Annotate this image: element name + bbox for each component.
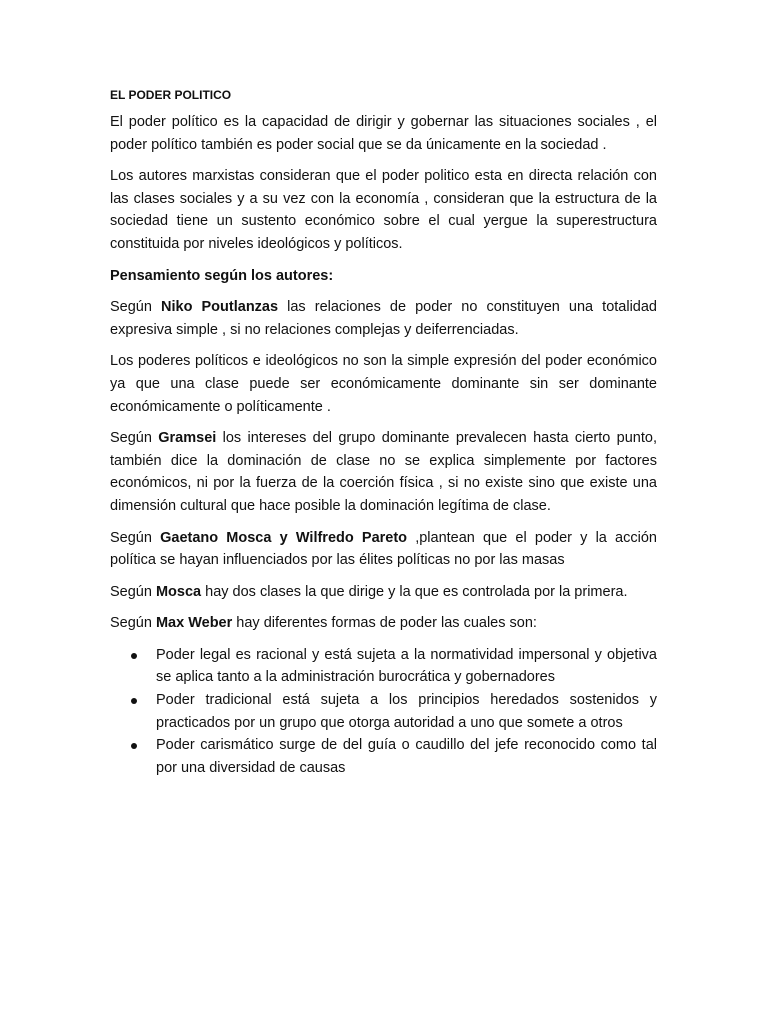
paragraph-prefix: Según: [110, 529, 161, 546]
paragraph-poutlanzas: [110, 296, 657, 341]
paragraph-1: El poder político es la capacidad de dirigir y gobernar las situaciones sociales , el poder político también es poder social que se da únicamente en la sociedad .: [110, 114, 657, 153]
paragraph-mosca-pareto: [110, 527, 657, 572]
author-name: Gramsei: [158, 430, 217, 447]
document-title: EL PODER POLITICO: [110, 88, 232, 102]
paragraph-weber: [110, 612, 657, 635]
paragraph-gramsei: [110, 427, 657, 517]
paragraph-body: ,plantean que el poder y la acción política se hayan influenciados por las élites políticas no por las masas: [110, 529, 657, 569]
list-item-text: Poder carismático surge de del guía o caudillo del jefe reconocido como tal por una diversidad de causas: [156, 737, 657, 776]
paragraph-prefix: Según: [110, 583, 156, 600]
paragraph-4: Los poderes políticos e ideológicos no son la simple expresión del poder económico ya que una clase puede ser económicamente dominante sin ser dominante económicamente o políticamente .: [110, 353, 657, 415]
paragraph-mosca: [110, 581, 657, 604]
list-item: [110, 644, 657, 689]
list-item: [110, 734, 657, 779]
list-item-text: Poder tradicional está sujeta a los principios heredados sostenidos y practicados por un grupo que otorga autoridad a uno que somete a otros: [156, 692, 657, 731]
author-name: Niko Poutlanzas: [161, 299, 279, 316]
author-name: Max Weber: [155, 615, 233, 632]
paragraph-prefix: Según: [110, 299, 162, 316]
document-page: [110, 86, 657, 779]
paragraph-prefix: Según: [110, 430, 159, 447]
bullet-icon: [131, 743, 137, 749]
paragraph-body: hay dos clases la que dirige y la que es controlada por la primera.: [201, 583, 628, 600]
section-heading: Pensamiento según los autores:: [110, 267, 334, 284]
author-name: Gaetano Mosca y Wilfredo Pareto: [160, 529, 408, 546]
list-item: [110, 689, 657, 734]
paragraph-body: las relaciones de poder no constituyen una totalidad expresiva simple , si no relaciones complejas y deiferrenciadas.: [110, 299, 657, 338]
bullet-list: [110, 644, 657, 780]
paragraph-body: hay diferentes formas de poder las cuales son:: [232, 615, 537, 632]
list-item-text: Poder legal es racional y está sujeta a la normatividad impersonal y objetiva se aplica tanto a la administración burocrática y gobernadores: [156, 646, 657, 686]
author-name: Mosca: [155, 583, 202, 600]
bullet-icon: [131, 698, 137, 704]
paragraph-body: los intereses del grupo dominante prevalecen hasta cierto punto, también dice la dominación de clase no se explica simplemente por factores económicos, ni por la fuerza de la coerción física , si no existe sino que existe una dimensión cultural que hace posible la dominación legítima de clase.: [110, 430, 657, 514]
bullet-icon: [131, 653, 137, 659]
paragraph-prefix: Según: [110, 615, 156, 632]
paragraph-2: Los autores marxistas consideran que el poder politico esta en directa relación con las clases sociales y a su vez con la economía , consideran que la estructura de la sociedad tiene un sustento económico sobre el cual yergue la superestructura constituida por niveles ideológicos y políticos.: [110, 168, 657, 252]
